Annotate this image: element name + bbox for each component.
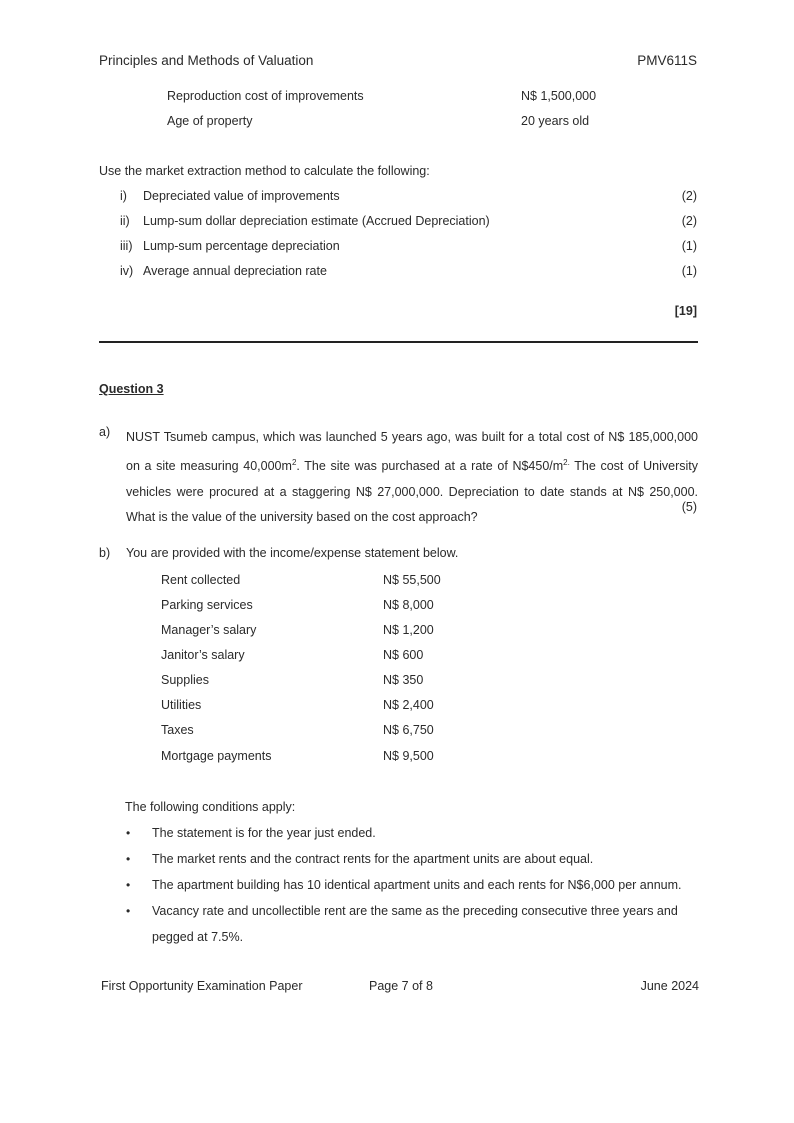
task-text: Average annual depreciation rate bbox=[143, 264, 327, 278]
condition-item: The market rents and the contract rents for the apartment units are about equal. bbox=[152, 852, 594, 866]
task-number: iii) bbox=[120, 239, 133, 253]
statement-item-label: Rent collected bbox=[161, 573, 241, 587]
task-number: iv) bbox=[120, 264, 134, 278]
statement-item-value: N$ 8,000 bbox=[383, 598, 434, 612]
property-value: N$ 1,500,000 bbox=[521, 89, 597, 103]
footer-exam-label: First Opportunity Examination Paper bbox=[101, 979, 303, 993]
bullet-icon: • bbox=[126, 826, 131, 840]
conditions-intro: The following conditions apply: bbox=[125, 800, 296, 814]
task-text: Lump-sum dollar depreciation estimate (Accrued Depreciation) bbox=[143, 214, 490, 228]
bullet-icon: • bbox=[126, 852, 131, 866]
statement-item-value: N$ 1,200 bbox=[383, 623, 434, 637]
task-marks: (2) bbox=[681, 214, 697, 228]
task-number: i) bbox=[120, 189, 127, 203]
statement-item-value: N$ 350 bbox=[383, 673, 424, 687]
statement-item-label: Janitor’s salary bbox=[161, 648, 245, 662]
instruction-text: Use the market extraction method to calculate the following: bbox=[99, 164, 430, 178]
statement-item-label: Manager’s salary bbox=[161, 623, 257, 637]
bullet-icon: • bbox=[126, 878, 131, 892]
task-text: Lump-sum percentage depreciation bbox=[143, 239, 340, 253]
statement-item-label: Taxes bbox=[161, 723, 194, 737]
statement-item-value: N$ 9,500 bbox=[383, 749, 434, 763]
statement-item-value: N$ 600 bbox=[383, 648, 424, 662]
statement-item-value: N$ 6,750 bbox=[383, 723, 434, 737]
property-label: Age of property bbox=[167, 114, 253, 128]
condition-item: The statement is for the year just ended. bbox=[152, 826, 376, 840]
question-total-marks: [19] bbox=[674, 304, 697, 318]
property-value: 20 years old bbox=[521, 114, 590, 128]
property-label: Reproduction cost of improvements bbox=[167, 89, 364, 103]
task-marks: (1) bbox=[681, 264, 697, 278]
course-title: Principles and Methods of Valuation bbox=[99, 53, 314, 68]
task-text: Depreciated value of improvements bbox=[143, 189, 340, 203]
condition-item-continued: pegged at 7.5%. bbox=[152, 930, 244, 944]
statement-item-value: N$ 2,400 bbox=[383, 698, 434, 712]
task-marks: (1) bbox=[681, 239, 697, 253]
question-title: Question 3 bbox=[99, 382, 164, 396]
part-a-marks: (5) bbox=[681, 500, 697, 514]
condition-item: Vacancy rate and uncollectible rent are the same as the preceding consecutive three years and bbox=[152, 904, 678, 918]
statement-item-label: Supplies bbox=[161, 673, 209, 687]
part-a-text: NUST Tsumeb campus, which was launched 5 years ago, was built for a total cost of N$ 185,000,000 on a site measuring $40,000m^2$. The site was purchased at a rate of $N\$450/m^{2.}$ The cost of University vehicles were procured at a staggering N$ 27,000,000. Depreciation to date stands at N$ 250,000. What is the value of the university based on the cost approach? bbox=[126, 430, 698, 524]
statement-item-label: Mortgage payments bbox=[161, 749, 272, 763]
statement-item-label: Parking services bbox=[161, 598, 253, 612]
footer-page-number: Page 7 of 8 bbox=[369, 979, 433, 993]
bullet-icon: • bbox=[126, 904, 131, 918]
part-b-intro: You are provided with the income/expense statement below. bbox=[126, 546, 459, 560]
section-divider bbox=[99, 341, 698, 343]
statement-item-value: N$ 55,500 bbox=[383, 573, 441, 587]
condition-item: The apartment building has 10 identical apartment units and each rents for N$6,000 per annum. bbox=[152, 878, 682, 892]
footer-date: June 2024 bbox=[640, 979, 699, 993]
task-number: ii) bbox=[120, 214, 130, 228]
part-b-label: b) bbox=[99, 546, 111, 560]
task-marks: (2) bbox=[681, 189, 697, 203]
statement-item-label: Utilities bbox=[161, 698, 202, 712]
course-code: PMV611S bbox=[637, 53, 697, 68]
part-a-label: a) bbox=[99, 425, 111, 439]
